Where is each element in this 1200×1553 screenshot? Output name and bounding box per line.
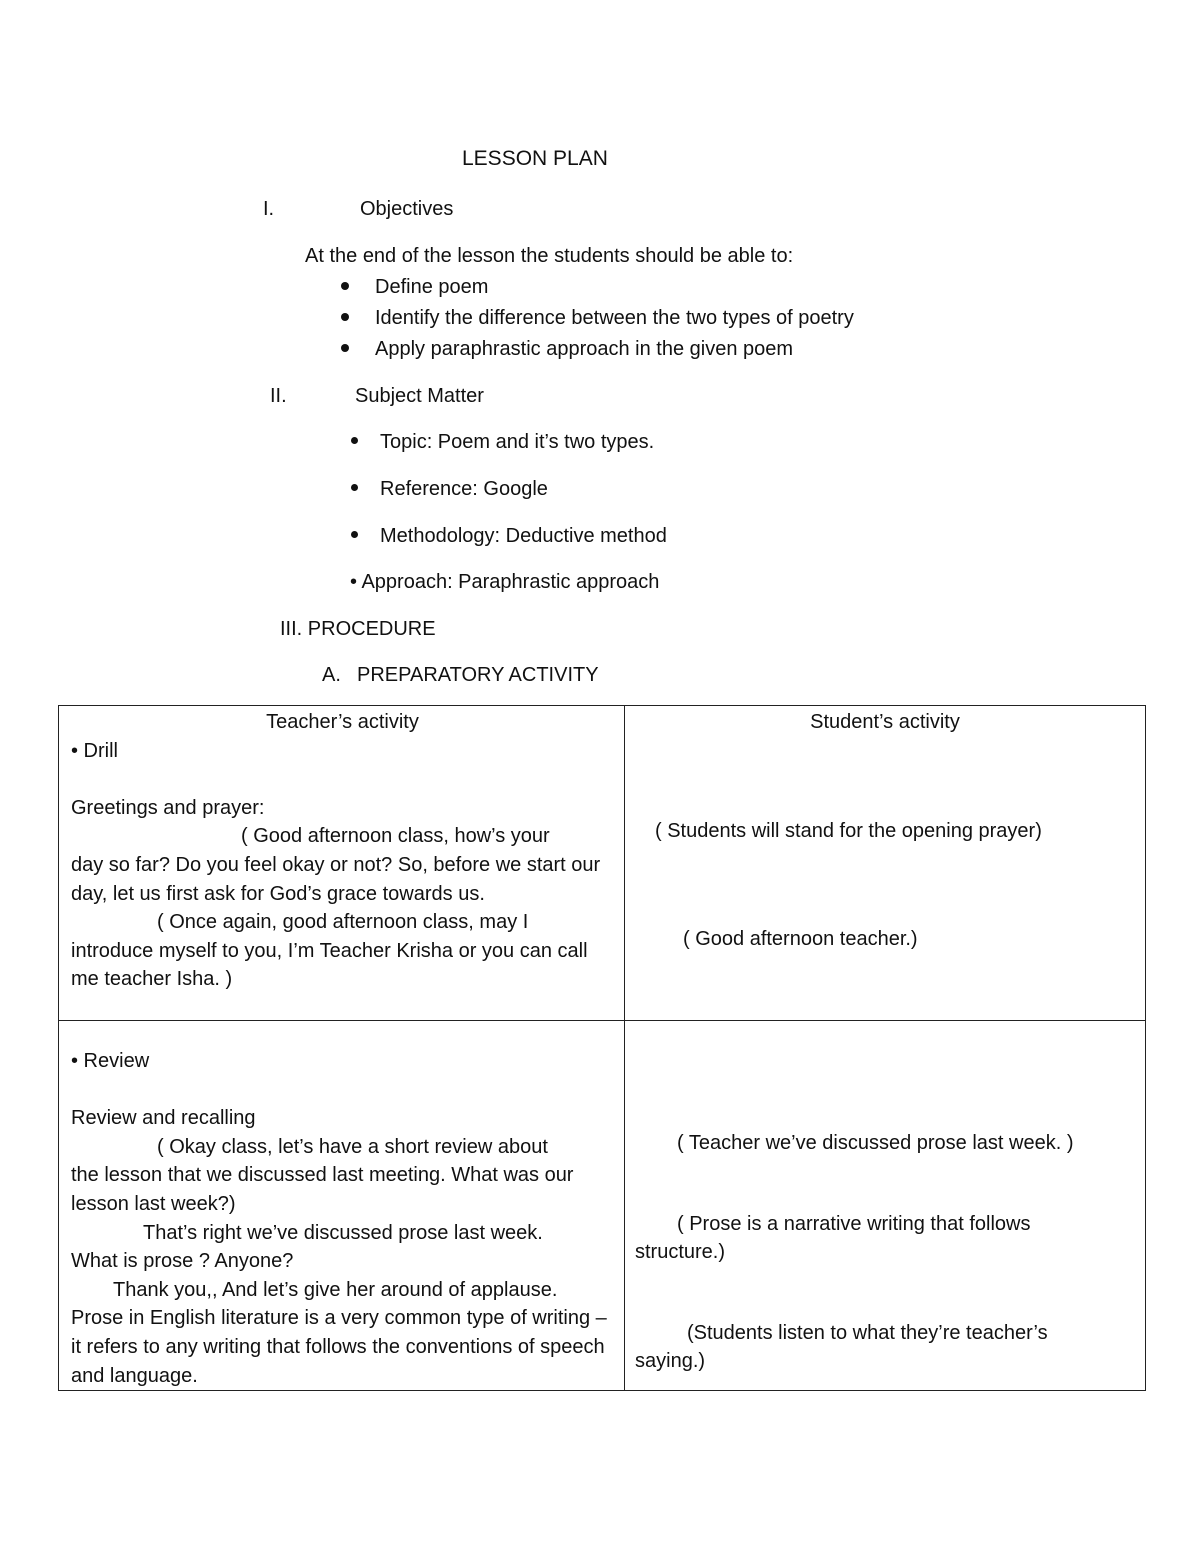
student-line: (Students listen to what they’re teacher’s [687,1321,1048,1344]
section1-heading: Objectives [360,198,454,220]
teacher-line: day so far? Do you feel okay or not? So, before we start our day, let us first ask for God’s grace towards us. [71,853,601,905]
student-cell [625,1021,1146,1391]
objectives-intro: At the end of the lesson the students should be able to: [305,245,794,267]
subject-item: Reference: Google [380,478,548,500]
objective-item: Apply paraphrastic approach in the given poem [375,338,794,360]
bullet-icon [351,484,358,491]
section3-heading: III. PROCEDURE [280,618,436,640]
subject-approach: • Approach: Paraphrastic approach [350,571,660,593]
subsection-letter: A. [322,664,341,686]
student-line: ( Good afternoon teacher.) [683,928,918,951]
bullet-icon [341,282,349,290]
teacher-line: introduce myself to you, I’m Teacher Krisha or you can call me teacher Isha. ) [71,939,588,991]
teacher-line: ( Good afternoon class, how’s your [241,825,550,848]
teacher-line: ( Once again, good afternoon class, may I [157,911,529,934]
student-line: structure.) [635,1241,726,1264]
review-subheading: Review and recalling [71,1107,256,1130]
drill-label: • Drill [71,739,118,762]
teacher-line: Prose in English literature is a very common type of writing – it refers to any writing that follows the conventions of speech and language. [71,1307,607,1387]
objective-item: Identify the difference between the two types of poetry [375,307,854,329]
student-header: Student’s activity [810,711,960,733]
teacher-line: the lesson that we discussed last meeting. What was our lesson last week?) [71,1164,574,1215]
table-row [59,1021,1146,1391]
teacher-cell [59,1021,625,1391]
teacher-header: Teacher’s activity [266,711,419,733]
teacher-line: What is prose ? Anyone? [71,1250,294,1273]
student-cell [625,706,1146,1021]
subject-item: Methodology: Deductive method [380,525,667,547]
subsection-heading: PREPARATORY ACTIVITY [357,664,599,686]
student-line: ( Teacher we’ve discussed prose last week. ) [677,1132,1074,1154]
section2-heading: Subject Matter [355,385,484,407]
teacher-line: ( Okay class, let’s have a short review about [157,1135,548,1158]
page-title: LESSON PLAN [462,147,608,170]
section2-numeral: II. [270,385,287,407]
table-row [59,706,1146,1021]
activity-table [58,705,1146,1391]
student-line: ( Students will stand for the opening prayer) [655,819,1042,842]
bullet-icon [341,313,349,321]
section1-numeral: I. [263,198,275,220]
teacher-cell [59,706,625,1021]
review-label: • Review [71,1050,150,1072]
subject-item: Topic: Poem and it’s two types. [380,431,655,453]
student-line: ( Prose is a narrative writing that follows [677,1212,1031,1235]
teacher-line: That’s right we’ve discussed prose last week. [143,1221,543,1244]
teacher-line: Thank you,, And let’s give her around of applause. [113,1278,558,1301]
objective-item: Define poem [375,276,489,298]
drill-subheading: Greetings and prayer: [71,796,265,819]
bullet-icon [351,531,358,538]
bullet-icon [351,437,358,444]
student-line: saying.) [635,1350,706,1373]
bullet-icon [341,344,349,352]
